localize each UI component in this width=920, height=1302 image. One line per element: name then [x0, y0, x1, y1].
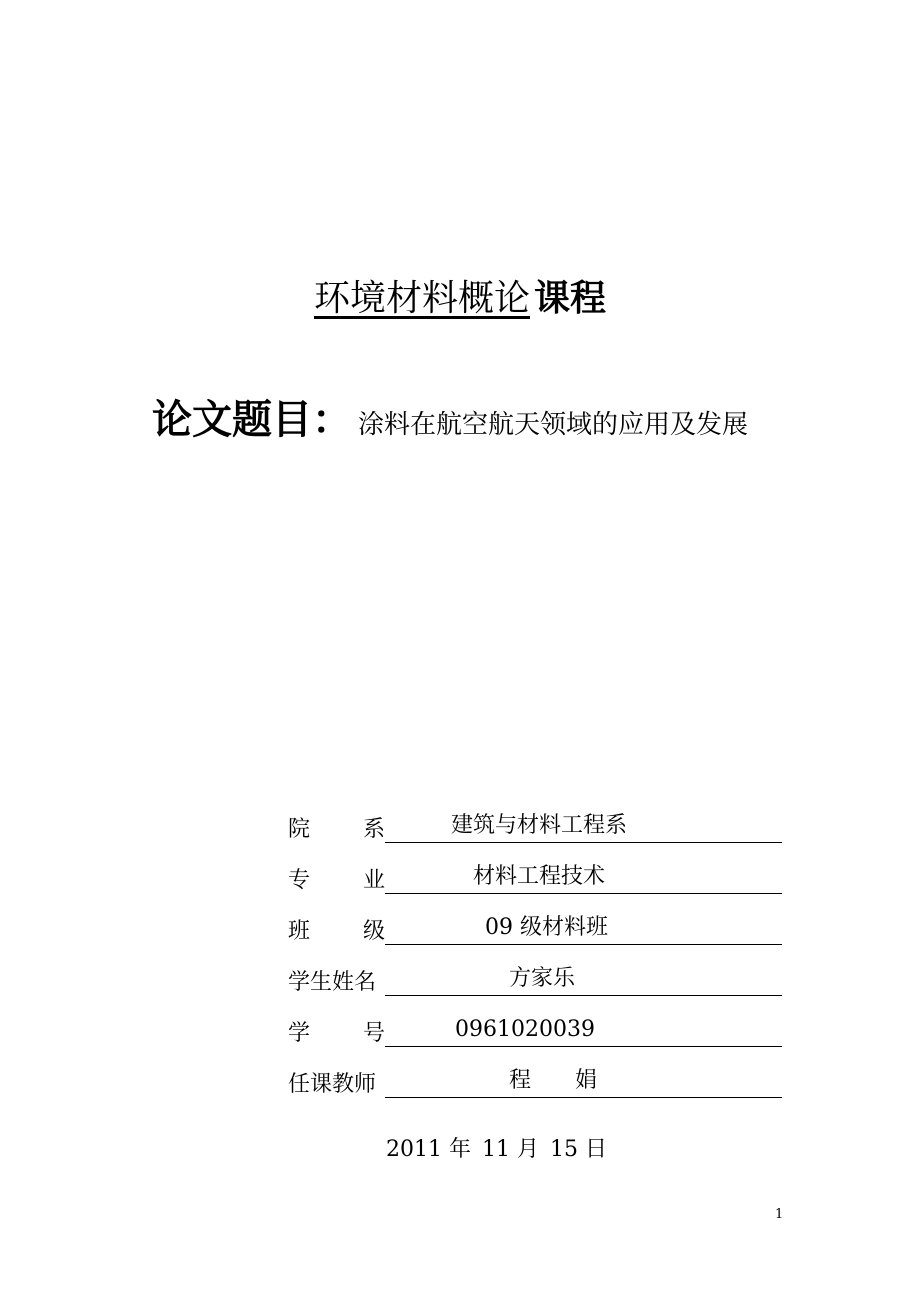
date-line [386, 1132, 611, 1163]
course-name: 环境材料概论 [313, 278, 530, 319]
info-row-student-name [288, 945, 782, 996]
info-table [288, 792, 782, 1098]
info-value-student-name: 方家乐 [385, 965, 782, 996]
info-label: 任课教师 [288, 1072, 377, 1097]
course-suffix: 课程 [534, 278, 607, 319]
info-label: 学 号 [288, 1021, 385, 1046]
thesis-title: 涂料在航空航天领域的应用及发展 [358, 410, 749, 440]
info-value-teacher: 程 娟 [385, 1067, 782, 1098]
thesis-title-line [152, 388, 748, 445]
info-label: 班 级 [288, 919, 385, 944]
date-month: 11 月 [481, 1137, 539, 1162]
info-row-teacher [288, 1047, 782, 1098]
info-label: 学生姓名 [288, 970, 377, 995]
date-year: 2011 年 [386, 1137, 471, 1162]
info-row-class [288, 894, 782, 945]
info-row-major [288, 843, 782, 894]
info-label: 院 系 [288, 817, 385, 842]
info-row-department [288, 792, 782, 843]
thesis-label: 论文题目： [152, 397, 352, 443]
date-day: 15 日 [549, 1137, 607, 1162]
info-value-class: 09 级材料班 [385, 914, 782, 945]
info-value-department: 建筑与材料工程系 [385, 812, 782, 843]
info-label: 专 业 [288, 868, 385, 893]
course-title [0, 270, 920, 321]
info-value-major: 材料工程技术 [385, 863, 782, 894]
info-row-student-id [288, 996, 782, 1047]
info-value-student-id: 0961020039 [385, 1016, 782, 1047]
page-number: 1 [775, 1207, 784, 1222]
